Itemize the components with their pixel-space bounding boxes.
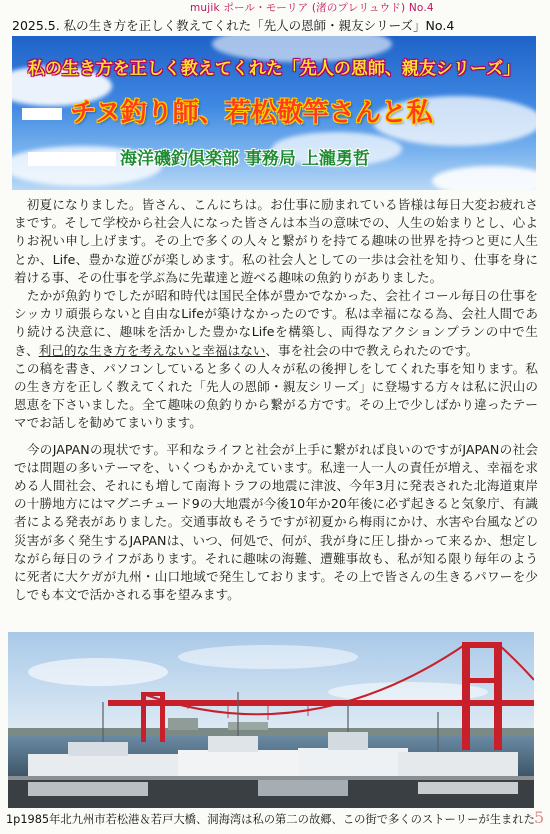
- paragraph-3: [14, 360, 538, 433]
- series-tag: mujik ポール・モーリア (渚のプレリュウド) No.4: [190, 2, 434, 14]
- banner-title: 私の生き方を正しく教えてくれた「先人の恩師、親友シリーズ」: [27, 59, 521, 79]
- paragraph-3-text: この稿を書き、パソコンしていると多くの人々が私の後押しをしてくれた事を知ります。私の生き方を正しく教えてくれた「先人の恩師・親友シリーズ」に登場する方々は私に沢山の恩恵を下さいました。全て趣味の魚釣りから繋がる方です。その上で少しばかり違ったテーマでお話しを勧めてまいります。: [14, 360, 538, 431]
- paragraph-1: [14, 196, 538, 287]
- paragraph-2-text-a: たかが魚釣りでしたが昭和時代は国民全体が豊かでなかった、会社イコール毎日の仕事をシッカリ頑張らないと自由なLifeが築けなかったのです。私は幸福になる為、会社人間であり続ける決意に、趣味を活かした豊かなLifeを構築し、両得なアクションプランの中で生き、: [14, 288, 539, 358]
- article-body: [14, 196, 538, 604]
- banner-white-box-2: [28, 152, 116, 166]
- paragraph-2: [14, 287, 538, 360]
- paragraph-2-text-b: 、事を社会の中で教えられたのです。: [265, 342, 479, 358]
- page-title: 2025.5. 私の生き方を正しく教えてくれた「先人の恩師・親友シリーズ」No.4: [12, 18, 455, 33]
- banner-author: 海洋磯釣倶楽部 事務局 上瀧勇哲: [120, 149, 370, 169]
- paragraph-4-text: 今のJAPANの現状です。平和なライフと社会が上手に繋がれば良いのですがJAPANの社会では問題の多いテーマを、いくつもかかえています。私達一人一人の責任が増え、幸福を求める人間社会、それにも増して南海トラフの地震に津波、今年3月に発表された北海道東岸の十勝地方にはマグニチュード9の大地震が今後10年か20年後に必ず起きると気象庁、有識者による発表がありました。交通事故もそうですが初夏から梅雨にかけ、水害や台風などの災害が多く発生するJAPANは、いつ、何処で、何が、我が身に圧し掛かって来るか、想定しながら毎日のライフがあります。それに趣味の海難、遭難事故も、私が知る限り毎年のように死者に大ケガが九州・山口地域で発生しております。その上で皆さんの生きるパワーを少しでも本文で活かされる事を望みます。: [14, 441, 538, 603]
- paragraph-2-underlined: 利己的な生き方を考えないと幸福はない: [38, 342, 266, 358]
- banner-subtitle: チヌ釣り師、若松敬竿さんと私: [70, 98, 433, 128]
- paragraph-1-text: 初夏になりました。皆さん、こんにちは。お仕事に励まれている皆様は毎日大変お疲れさまです。そして学校から社会人になった皆さんは本当の意味での、人生の始まりとし、心よりお祝い申し上げます。その上で多くの人々と繋がりを持てる趣味の世界を持つと更に人生とか、Life、豊かな遊びが楽しめます。私の社会人としての一歩は会社を知り、仕事を身に着ける事、その仕事を学ぶ為に先輩達と遊べる趣味の魚釣りがありました。: [14, 197, 539, 285]
- title-banner: [12, 36, 536, 190]
- harbor-bridge-illustration: [8, 632, 534, 808]
- banner-white-box-1: [22, 108, 62, 120]
- paragraph-4: [14, 441, 538, 605]
- page-number: 5: [534, 808, 545, 827]
- harbor-bridge-photo: [8, 632, 534, 808]
- photo-caption: 1p1985年北九州市若松港＆若戸大橋、洞海湾は私の第二の故郷、この街で多くのストーリーが生まれた: [6, 813, 535, 826]
